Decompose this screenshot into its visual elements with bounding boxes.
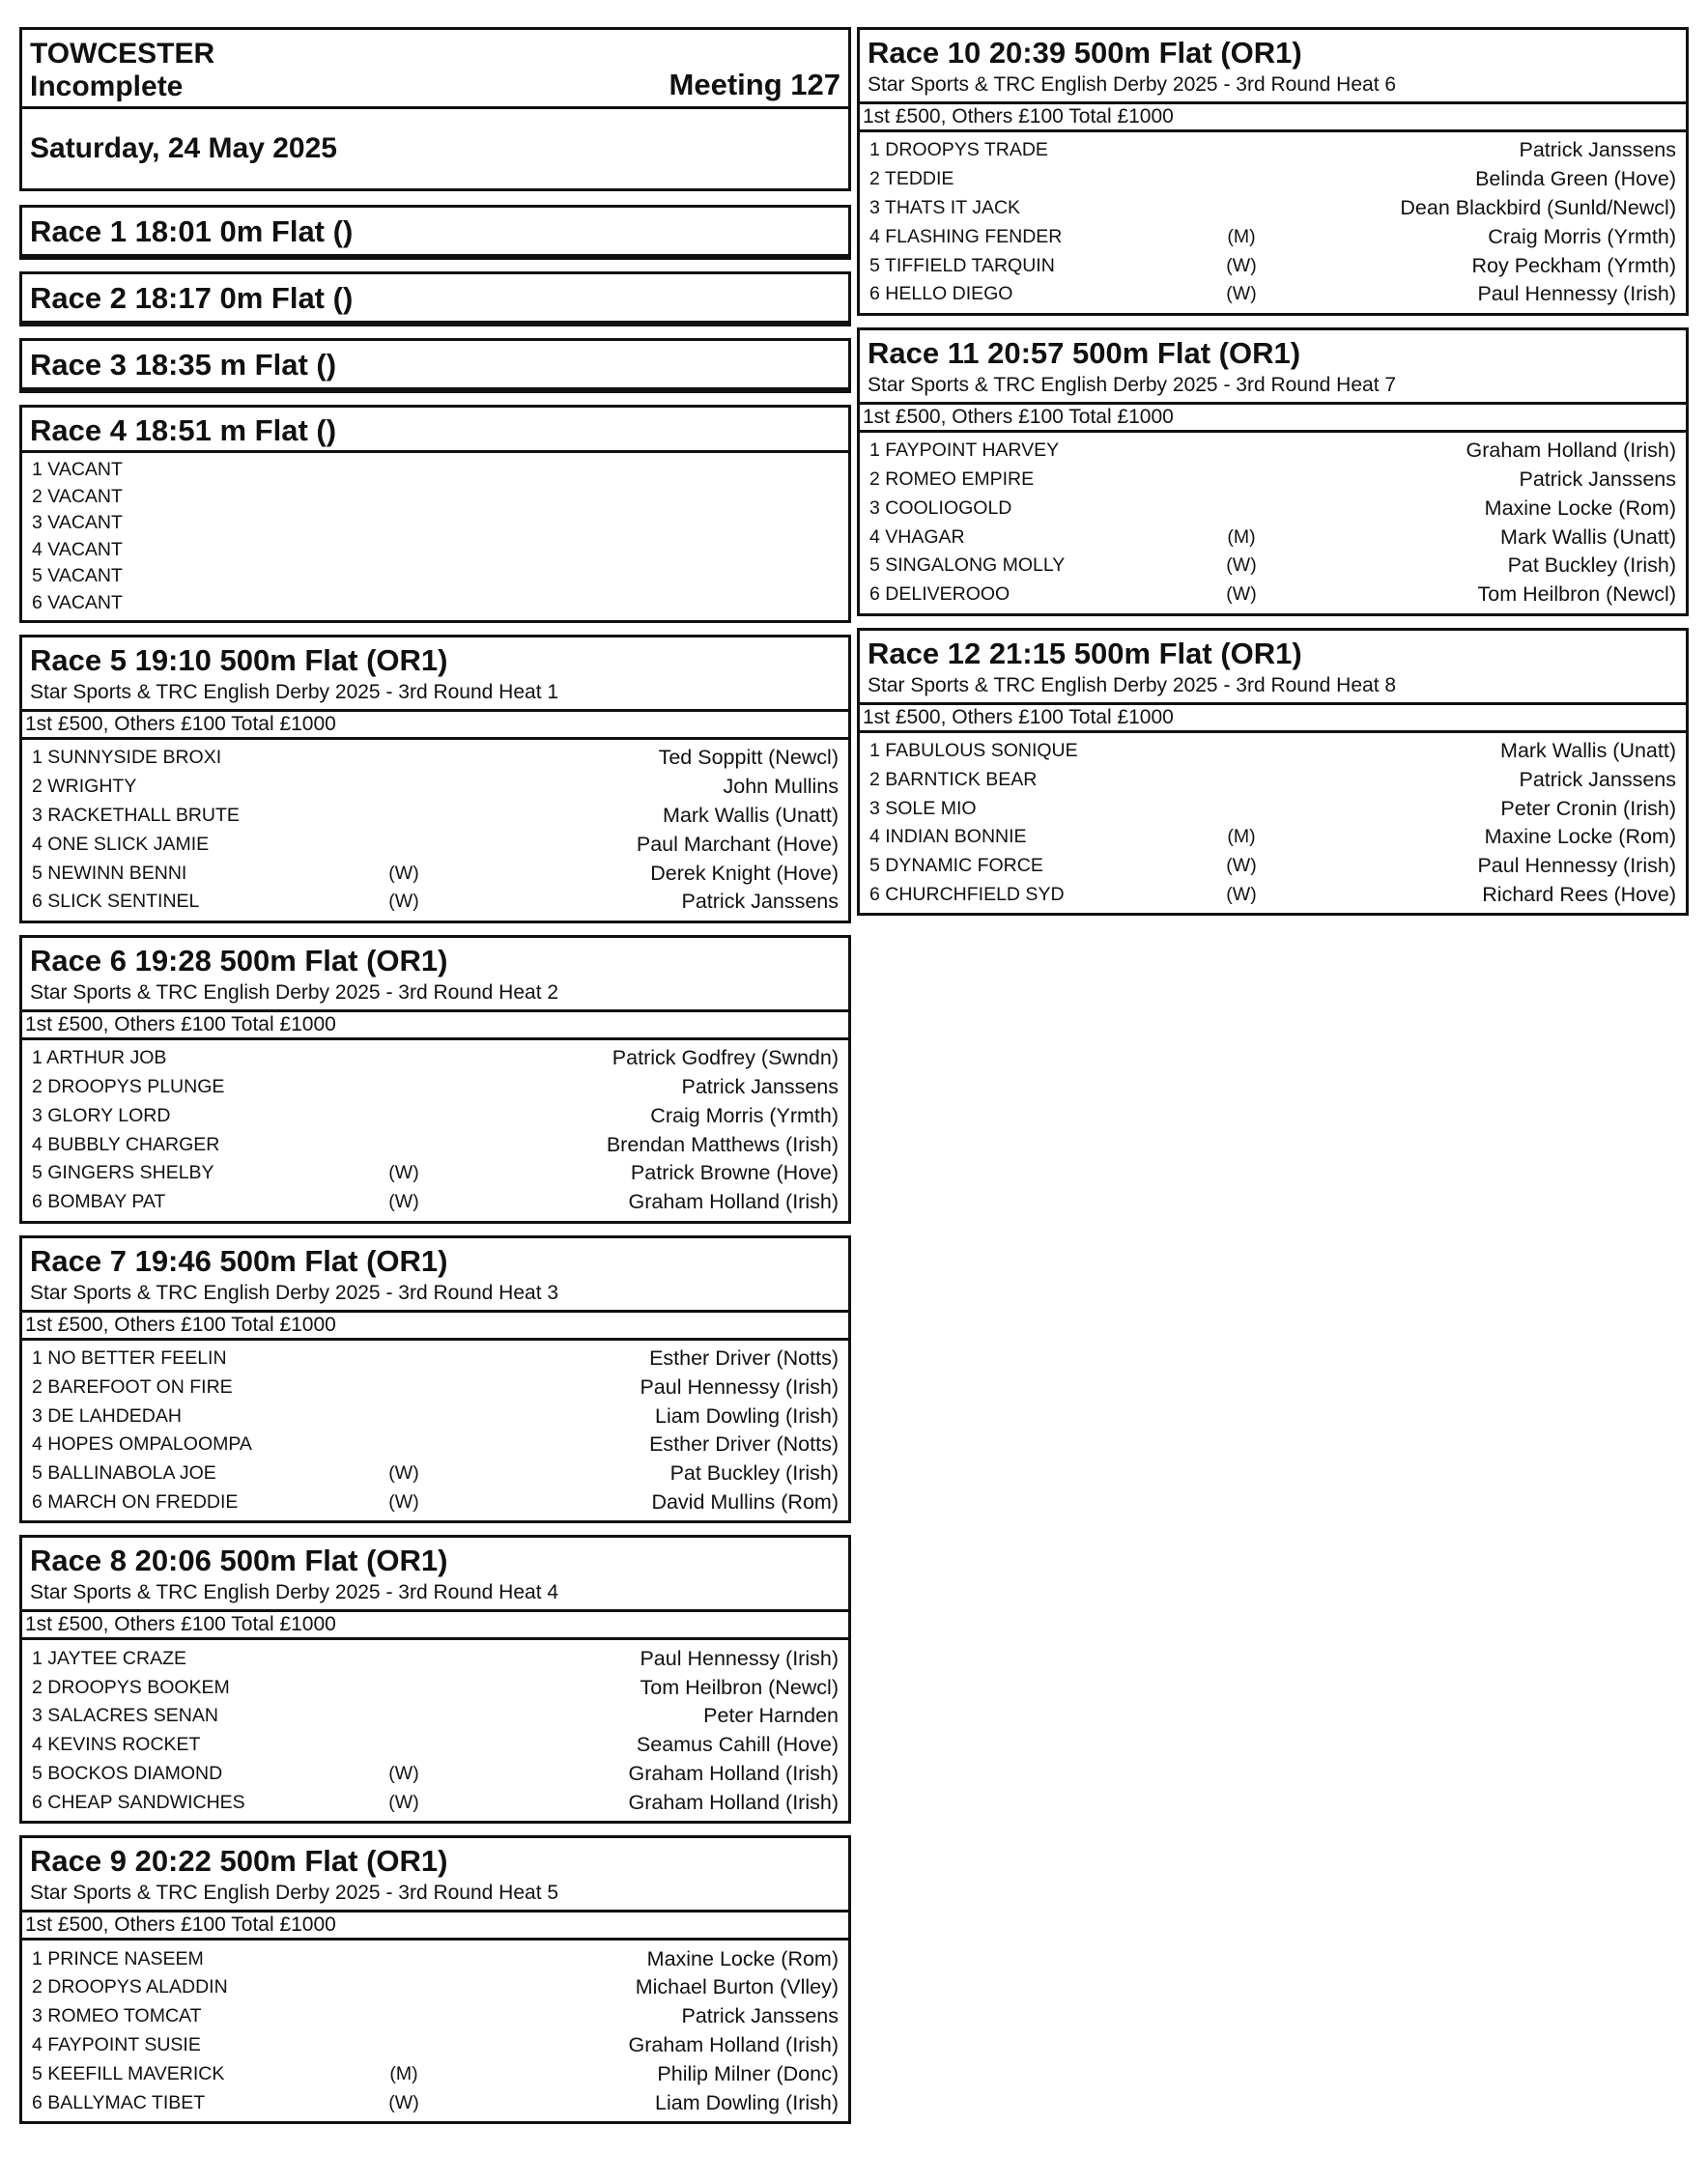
race-card — [19, 271, 851, 326]
runner-name: 2 DROOPYS PLUNGE — [32, 1075, 225, 1097]
runner-trainer: Paul Hennessy (Irish) — [1477, 854, 1676, 878]
race-card-head — [22, 408, 848, 453]
runner-trainer: Esther Driver (Notts) — [649, 1346, 839, 1370]
runner-name: 1 PRINCE NASEEM — [32, 1947, 204, 1969]
runner-category: (W) — [1226, 883, 1257, 905]
race-card-head — [22, 341, 848, 387]
runner-name: 4 FAYPOINT SUSIE — [32, 2033, 201, 2055]
runner-category: (W) — [388, 862, 419, 884]
runner-row — [32, 1345, 839, 1374]
race-title: Race 8 20:06 500m Flat (OR1) — [30, 1544, 448, 1578]
runner-row — [869, 437, 1676, 466]
runner-name: 5 NEWINN BENNI — [32, 862, 187, 884]
runner-name: 4 ONE SLICK JAMIE — [32, 833, 210, 855]
race-subtitle: Star Sports & TRC English Derby 2025 - 3rd Round Heat 2 — [30, 980, 559, 1004]
race-title: Race 3 18:35 m Flat () — [30, 348, 337, 382]
runner-name: 4 HOPES OMPALOOMPA — [32, 1433, 252, 1456]
runner-row — [32, 1044, 839, 1073]
runner-category: (W) — [388, 1490, 419, 1513]
runner-row — [32, 1488, 839, 1517]
runner-list — [860, 733, 1686, 914]
runner-category: (W) — [1226, 855, 1257, 877]
race-title: Race 6 19:28 500m Flat (OR1) — [30, 943, 448, 978]
runner-row — [32, 1760, 839, 1789]
runner-row — [869, 765, 1676, 794]
runner-row — [32, 2002, 839, 2031]
runner-name: 5 VACANT — [32, 565, 123, 587]
runner-category: (M) — [1227, 826, 1256, 848]
runner-trainer: Patrick Janssens — [681, 2004, 839, 2028]
runner-row — [32, 1130, 839, 1159]
race-subtitle: Star Sports & TRC English Derby 2025 - 3rd Round Heat 7 — [868, 373, 1397, 396]
runner-row — [32, 1431, 839, 1459]
runner-name: 2 BARNTICK BEAR — [869, 768, 1038, 790]
runner-category: (W) — [1226, 583, 1257, 606]
race-card — [857, 327, 1689, 616]
runner-row — [32, 1673, 839, 1702]
runner-row — [869, 280, 1676, 309]
runner-category: (M) — [1227, 225, 1256, 247]
runner-category: (M) — [1227, 525, 1256, 548]
runner-name: 1 VACANT — [32, 459, 123, 481]
runner-row — [32, 830, 839, 859]
runner-row — [32, 1644, 839, 1673]
runner-trainer: Graham Holland (Irish) — [628, 1790, 839, 1814]
runner-name: 4 VACANT — [32, 538, 123, 560]
runner-row — [32, 1459, 839, 1488]
race-prize: 1st £500, Others £100 Total £1000 — [22, 1009, 848, 1040]
race-subtitle: Star Sports & TRC English Derby 2025 - 3rd Round Heat 3 — [30, 1281, 559, 1304]
runner-name: 6 MARCH ON FREDDIE — [32, 1490, 239, 1513]
race-title: Race 12 21:15 500m Flat (OR1) — [868, 636, 1302, 670]
runner-list — [22, 740, 848, 921]
runner-row — [869, 794, 1676, 823]
runner-row — [32, 744, 839, 773]
meeting-header-top — [22, 30, 848, 109]
runner-row — [32, 484, 840, 511]
runner-trainer: Maxine Locke (Rom) — [646, 1946, 839, 1970]
runner-list — [22, 453, 848, 620]
runner-name: 6 DELIVEROOO — [869, 583, 1011, 606]
runner-name: 4 KEVINS ROCKET — [32, 1734, 201, 1756]
runner-trainer: Mark Wallis (Unatt) — [1500, 524, 1676, 549]
runner-name: 3 DE LAHDEDAH — [32, 1404, 182, 1427]
runner-trainer: Craig Morris (Yrmth) — [650, 1103, 839, 1127]
runner-list — [22, 1341, 848, 1521]
race-card-head — [22, 938, 848, 1040]
runner-name: 4 FLASHING FENDER — [869, 225, 1063, 247]
runner-trainer: Patrick Browne (Hove) — [630, 1161, 839, 1185]
runner-name: 1 NO BETTER FEELIN — [32, 1346, 227, 1369]
runner-name: 6 SLICK SENTINEL — [32, 891, 200, 913]
runner-trainer: Graham Holland (Irish) — [628, 1761, 839, 1785]
race-card-head — [22, 208, 848, 254]
runner-trainer: Pat Buckley (Irish) — [669, 1461, 839, 1486]
runner-row — [869, 737, 1676, 766]
race-card — [19, 1235, 851, 1524]
race-card-head — [22, 274, 848, 321]
runner-row — [32, 1373, 839, 1402]
race-card — [19, 935, 851, 1224]
runner-row — [32, 802, 839, 831]
race-title: Race 9 20:22 500m Flat (OR1) — [30, 1844, 448, 1879]
runner-trainer: Patrick Janssens — [681, 890, 839, 914]
meeting-header — [19, 27, 851, 191]
runner-trainer: Graham Holland (Irish) — [628, 2032, 839, 2056]
right-column — [857, 27, 1689, 927]
runner-name: 6 VACANT — [32, 591, 123, 613]
runner-category: (M) — [389, 2062, 418, 2084]
race-prize: 1st £500, Others £100 Total £1000 — [860, 402, 1686, 433]
race-card-head — [22, 1238, 848, 1341]
race-prize: 1st £500, Others £100 Total £1000 — [22, 1609, 848, 1640]
runner-trainer: David Mullins (Rom) — [651, 1489, 839, 1514]
runner-category: (W) — [388, 1162, 419, 1184]
race-card — [19, 635, 851, 923]
runner-name: 5 TIFFIELD TARQUIN — [869, 254, 1055, 276]
race-prize: 1st £500, Others £100 Total £1000 — [22, 1310, 848, 1341]
runner-row — [32, 1073, 839, 1102]
race-subtitle: Star Sports & TRC English Derby 2025 - 3rd Round Heat 4 — [30, 1581, 559, 1604]
runner-trainer: Paul Hennessy (Irish) — [640, 1646, 839, 1670]
runner-name: 3 VACANT — [32, 512, 123, 534]
runner-row — [32, 1944, 839, 1973]
runner-trainer: Patrick Janssens — [1519, 467, 1676, 491]
race-prize: 1st £500, Others £100 Total £1000 — [22, 709, 848, 740]
runner-row — [869, 466, 1676, 495]
runner-name: 5 BOCKOS DIAMOND — [32, 1762, 223, 1784]
race-prize: 1st £500, Others £100 Total £1000 — [22, 1910, 848, 1941]
runner-name: 1 JAYTEE CRAZE — [32, 1647, 187, 1669]
runner-name: 1 FABULOUS SONIQUE — [869, 739, 1078, 761]
runner-name: 2 DROOPYS ALADDIN — [32, 1976, 228, 1998]
meeting-number: Meeting 127 — [669, 68, 840, 101]
runner-name: 6 CHEAP SANDWICHES — [32, 1791, 245, 1813]
track-name: TOWCESTER — [30, 38, 215, 70]
runner-name: 3 RACKETHALL BRUTE — [32, 804, 240, 826]
right-race-list — [857, 27, 1689, 916]
runner-name: 1 FAYPOINT HARVEY — [869, 439, 1060, 462]
runner-trainer: Roy Peckham (Yrmth) — [1471, 253, 1676, 277]
runner-row — [869, 222, 1676, 251]
runner-trainer: Michael Burton (Vlley) — [635, 1975, 839, 1999]
runner-name: 5 GINGERS SHELBY — [32, 1162, 214, 1184]
runner-row — [869, 494, 1676, 523]
runner-trainer: Mark Wallis (Unatt) — [1500, 738, 1676, 762]
race-title: Race 7 19:46 500m Flat (OR1) — [30, 1243, 448, 1278]
runner-trainer: Patrick Godfrey (Swndn) — [612, 1046, 839, 1070]
race-card — [19, 1535, 851, 1824]
runner-trainer: Philip Milner (Donc) — [657, 2061, 839, 2085]
runner-row — [869, 852, 1676, 881]
runner-trainer: Craig Morris (Yrmth) — [1488, 224, 1676, 248]
runner-row — [32, 1702, 839, 1731]
runner-list — [22, 1640, 848, 1821]
runner-name: 5 KEEFILL MAVERICK — [32, 2062, 225, 2084]
runner-list — [860, 433, 1686, 613]
runner-row — [869, 165, 1676, 194]
runner-name: 6 BALLYMAC TIBET — [32, 2091, 206, 2113]
runner-trainer: Graham Holland (Irish) — [628, 1190, 839, 1214]
runner-name: 2 WRIGHTY — [32, 776, 137, 798]
runner-trainer: Dean Blackbird (Sunld/Newcl) — [1400, 195, 1676, 219]
runner-row — [32, 1188, 839, 1217]
runner-name: 3 ROMEO TOMCAT — [32, 2005, 202, 2027]
runner-name: 3 COOLIOGOLD — [869, 496, 1012, 519]
runner-category: (W) — [1226, 554, 1257, 577]
race-card-head — [860, 330, 1686, 433]
runner-trainer: Patrick Janssens — [1519, 138, 1676, 162]
runner-trainer: John Mullins — [723, 775, 839, 799]
runner-trainer: Maxine Locke (Rom) — [1484, 496, 1676, 520]
runner-row — [32, 1973, 839, 2002]
race-subtitle: Star Sports & TRC English Derby 2025 - 3rd Round Heat 1 — [30, 681, 559, 703]
runner-row — [869, 581, 1676, 609]
runner-trainer: Paul Hennessy (Irish) — [1477, 282, 1676, 306]
race-title: Race 4 18:51 m Flat () — [30, 413, 337, 447]
runner-row — [32, 1159, 839, 1188]
runner-name: 4 BUBBLY CHARGER — [32, 1133, 220, 1155]
runner-trainer: Ted Soppitt (Newcl) — [658, 746, 839, 770]
race-title: Race 10 20:39 500m Flat (OR1) — [868, 36, 1302, 70]
race-card — [857, 628, 1689, 917]
runner-trainer: Liam Dowling (Irish) — [655, 1403, 839, 1428]
runner-trainer: Tom Heilbron (Newcl) — [1477, 582, 1676, 607]
left-column — [19, 27, 851, 2136]
race-card-head — [22, 1838, 848, 1941]
runner-row — [32, 1101, 839, 1130]
runner-row — [32, 2031, 839, 2060]
race-card-head — [22, 1538, 848, 1640]
race-subtitle: Star Sports & TRC English Derby 2025 - 3rd Round Heat 5 — [30, 1882, 559, 1905]
runner-name: 1 SUNNYSIDE BROXI — [32, 747, 222, 769]
runner-row — [869, 881, 1676, 910]
runner-category: (W) — [1226, 254, 1257, 276]
race-card-head — [860, 631, 1686, 733]
runner-row — [32, 590, 840, 617]
runner-category: (W) — [388, 2091, 419, 2113]
runner-trainer: Derek Knight (Hove) — [650, 861, 839, 885]
runner-trainer: Richard Rees (Hove) — [1482, 882, 1676, 906]
race-card — [19, 405, 851, 623]
runner-name: 4 INDIAN BONNIE — [869, 826, 1027, 848]
runner-category: (W) — [388, 1762, 419, 1784]
runner-row — [32, 510, 840, 537]
runner-trainer: Esther Driver (Notts) — [649, 1432, 839, 1457]
left-race-list — [19, 205, 851, 2124]
runner-name: 6 BOMBAY PAT — [32, 1191, 166, 1213]
runner-name: 3 GLORY LORD — [32, 1104, 171, 1126]
runner-name: 5 DYNAMIC FORCE — [869, 855, 1043, 877]
runner-name: 5 SINGALONG MOLLY — [869, 554, 1066, 577]
race-prize: 1st £500, Others £100 Total £1000 — [860, 702, 1686, 733]
runner-name: 6 CHURCHFIELD SYD — [869, 883, 1065, 905]
runner-row — [869, 194, 1676, 223]
runner-name: 3 THATS IT JACK — [869, 196, 1021, 218]
race-card — [19, 338, 851, 393]
runner-row — [32, 537, 840, 564]
runner-category: (W) — [388, 1462, 419, 1485]
meeting-date: Saturday, 24 May 2025 — [30, 132, 337, 164]
runner-trainer: Graham Holland (Irish) — [1466, 439, 1676, 463]
race-card — [19, 205, 851, 260]
race-card — [19, 1835, 851, 2124]
runner-name: 4 VHAGAR — [869, 525, 965, 548]
runner-row — [869, 251, 1676, 280]
runner-trainer: Seamus Cahill (Hove) — [636, 1733, 839, 1757]
race-card-head — [860, 30, 1686, 132]
runner-name: 2 TEDDIE — [869, 168, 954, 190]
runner-trainer: Liam Dowling (Irish) — [655, 2090, 839, 2114]
runner-trainer: Peter Cronin (Irish) — [1500, 796, 1676, 820]
runner-trainer: Peter Harnden — [703, 1704, 839, 1728]
runner-row — [32, 888, 839, 917]
runner-row — [32, 773, 839, 802]
runner-name: 5 BALLINABOLA JOE — [32, 1462, 216, 1485]
runner-trainer: Tom Heilbron (Newcl) — [640, 1675, 839, 1699]
race-subtitle: Star Sports & TRC English Derby 2025 - 3rd Round Heat 8 — [868, 673, 1397, 696]
runner-row — [32, 2059, 839, 2088]
race-subtitle: Star Sports & TRC English Derby 2025 - 3rd Round Heat 6 — [868, 73, 1397, 96]
runner-trainer: Pat Buckley (Irish) — [1507, 553, 1676, 578]
runner-name: 1 ARTHUR JOB — [32, 1047, 167, 1069]
runner-trainer: Paul Marchant (Hove) — [636, 832, 839, 856]
runner-list — [22, 1040, 848, 1221]
runner-row — [32, 457, 840, 484]
runner-row — [32, 2088, 839, 2117]
race-title: Race 5 19:10 500m Flat (OR1) — [30, 643, 448, 677]
runner-name: 2 VACANT — [32, 485, 123, 507]
runner-trainer: Brendan Matthews (Irish) — [606, 1132, 839, 1156]
runner-list — [860, 132, 1686, 313]
race-title: Race 2 18:17 0m Flat () — [30, 281, 354, 315]
runner-row — [32, 859, 839, 888]
race-title: Race 11 20:57 500m Flat (OR1) — [868, 335, 1301, 370]
runner-row — [869, 823, 1676, 852]
runner-category: (W) — [388, 1791, 419, 1813]
runner-name: 1 DROOPYS TRADE — [869, 139, 1048, 161]
runner-row — [869, 552, 1676, 581]
runner-row — [869, 523, 1676, 552]
race-title: Race 1 18:01 0m Flat () — [30, 214, 354, 248]
runner-row — [32, 1788, 839, 1817]
runner-row — [869, 136, 1676, 165]
runner-category: (W) — [1226, 283, 1257, 305]
runner-name: 2 DROOPYS BOOKEM — [32, 1676, 230, 1698]
runner-list — [22, 1941, 848, 2121]
runner-name: 2 ROMEO EMPIRE — [869, 468, 1035, 490]
meeting-status: Incomplete — [30, 71, 184, 102]
runner-trainer: Paul Hennessy (Irish) — [640, 1374, 839, 1399]
runner-trainer: Belinda Green (Hove) — [1475, 167, 1676, 191]
runner-trainer: Patrick Janssens — [1519, 767, 1676, 791]
race-card-head — [22, 638, 848, 740]
runner-name: 3 SALACRES SENAN — [32, 1705, 218, 1727]
runner-trainer: Maxine Locke (Rom) — [1484, 825, 1676, 849]
race-prize: 1st £500, Others £100 Total £1000 — [860, 101, 1686, 132]
runner-row — [32, 1731, 839, 1760]
runner-trainer: Patrick Janssens — [681, 1074, 839, 1098]
runner-trainer: Mark Wallis (Unatt) — [663, 803, 839, 827]
runner-row — [32, 563, 840, 590]
runner-category: (W) — [388, 1191, 419, 1213]
runner-name: 3 SOLE MIO — [869, 797, 977, 819]
runner-name: 2 BAREFOOT ON FIRE — [32, 1375, 233, 1398]
race-card — [857, 27, 1689, 316]
runner-category: (W) — [388, 891, 419, 913]
runner-row — [32, 1402, 839, 1431]
runner-name: 6 HELLO DIEGO — [869, 283, 1013, 305]
